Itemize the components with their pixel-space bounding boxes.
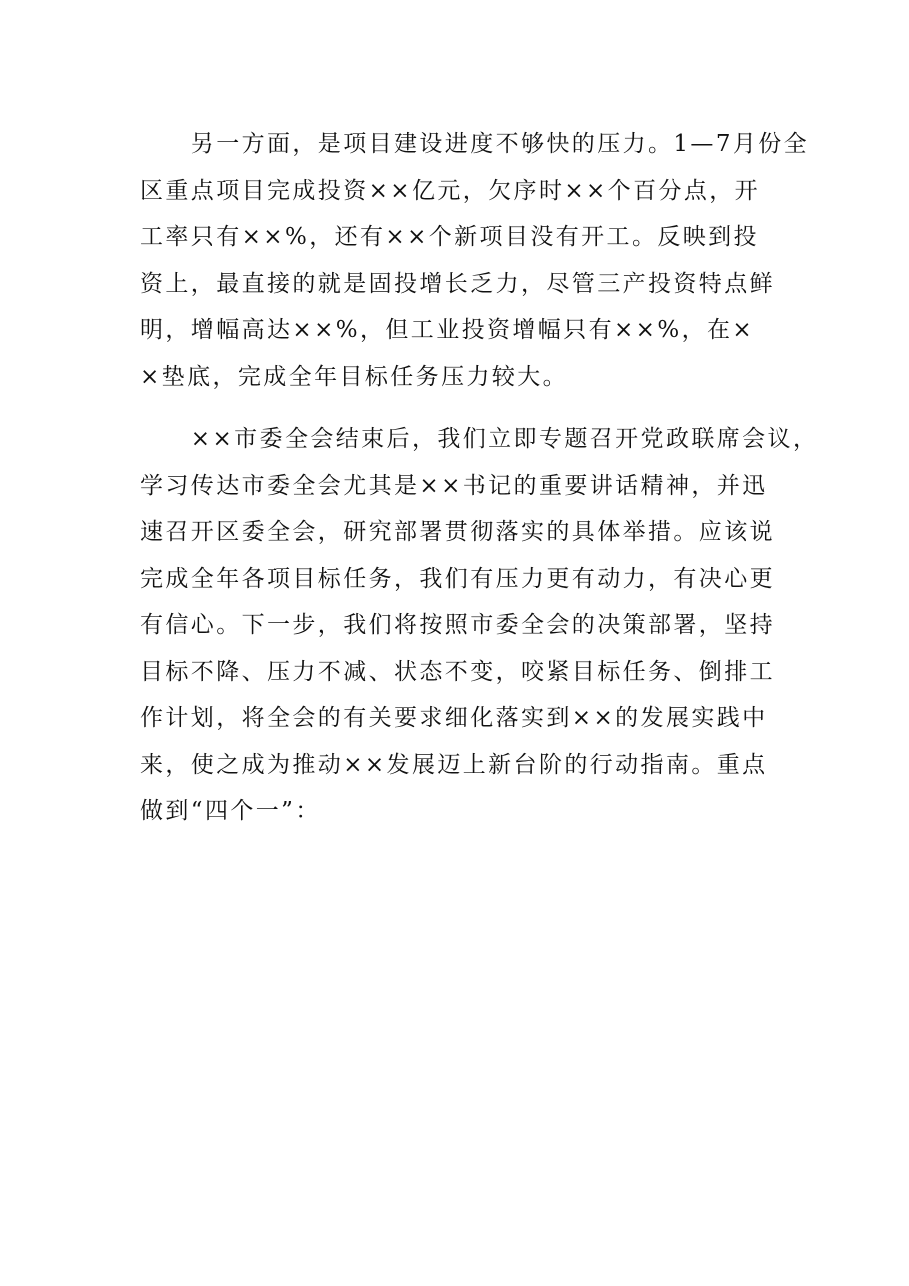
- text-line: 目标不降、压力不减、状态不变，咬紧目标任务、倒排工: [140, 658, 775, 685]
- text-line: 来，使之成为推动××发展迈上新台阶的行动指南。重点: [140, 751, 768, 778]
- text-line: ×垫底，完成全年目标任务压力较大。: [140, 363, 569, 390]
- text-line: 明，增幅高达××%，但工业投资增幅只有××%，在×: [140, 317, 755, 343]
- text-line: 有信心。下一步，我们将按照市委全会的决策部署，坚持: [140, 612, 775, 638]
- text-line: 工率只有××%，还有××个新项目没有开工。反映到投: [140, 224, 759, 250]
- text-line: 学习传达市委全会尤其是××书记的重要讲话精神，并迅: [140, 472, 768, 499]
- text-line: 做到“四个一”：: [140, 798, 321, 824]
- text-line: 完成全年各项目标任务，我们有压力更有动力，有决心更: [140, 565, 775, 592]
- text-line: 速召开区委全会，研究部署贯彻落实的具体举措。应该说: [140, 519, 775, 545]
- text-line: 作计划，将全会的有关要求细化落实到××的发展实践中: [140, 705, 768, 731]
- document-body: [140, 121, 819, 835]
- paragraph-pressure: [140, 121, 810, 400]
- text-line: 另一方面，是项目建设进度不够快的压力。1—7月份全: [140, 131, 810, 157]
- paragraph-next-steps: [140, 416, 819, 835]
- text-line: 资上，最直接的就是固投增长乏力，尽管三产投资特点鲜: [140, 270, 775, 297]
- text-line: ××市委全会结束后，我们立即专题召开党政联席会议，: [140, 426, 819, 452]
- text-line: 区重点项目完成投资××亿元，欠序时××个百分点，开: [140, 177, 761, 204]
